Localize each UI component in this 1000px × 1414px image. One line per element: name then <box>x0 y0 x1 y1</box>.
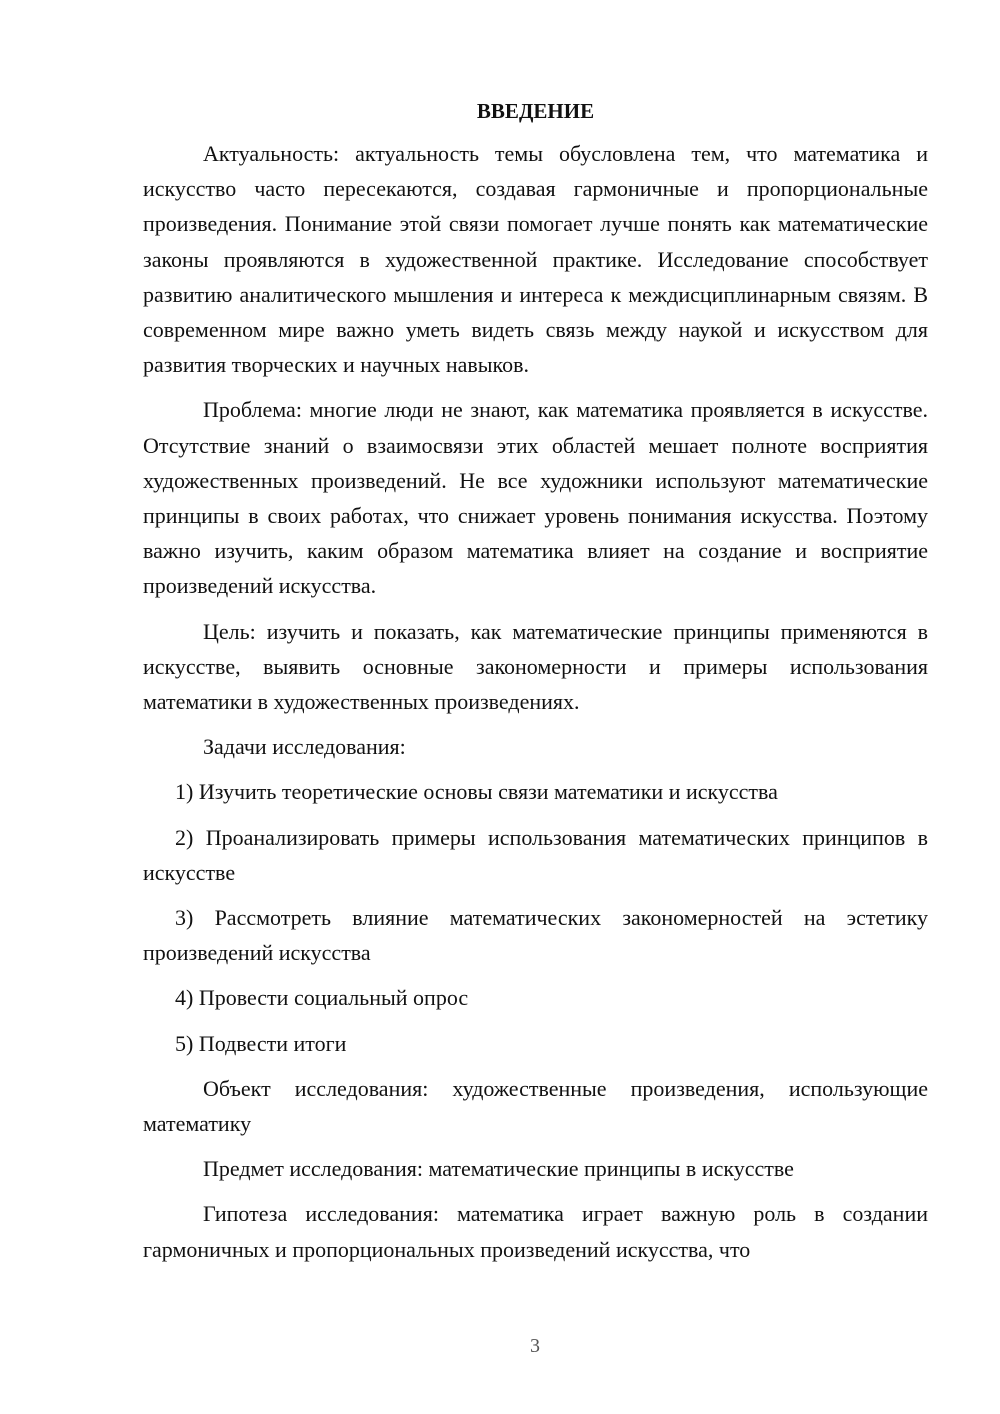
paragraph-object: Объект исследования: художественные произведения, использующие математику <box>143 1075 928 1137</box>
document-body <box>143 96 928 1267</box>
paragraph-problem: Проблема: многие люди не знают, как математика проявляется в искусстве. Отсутствие знаний о взаимосвязи этих областей мешает полноте восприятия художественных произведений. Не все художники используют математические принципы в своих работах, что снижает уровень понимания искусства. Поэтому важно изучить, каким образом математика влияет на создание и восприятие произведений искусства. <box>143 397 928 599</box>
page-number: 3 <box>530 1335 540 1357</box>
list-item-task-5: 5) Подвести итоги <box>175 1030 347 1056</box>
paragraph-hypothesis: Гипотеза исследования: математика играет важную роль в создании гармоничных и пропорциональных произведений искусства, что <box>143 1201 928 1262</box>
list-item-task-4: 4) Провести социальный опрос <box>175 985 469 1011</box>
list-item-task-1: 1) Изучить теоретические основы связи математики и искусства <box>175 779 778 805</box>
paragraph-goal: Цель: изучить и показать, как математические принципы применяются в искусстве, выявить основные закономерности и примеры использования математики в художественных произведениях. <box>143 618 928 715</box>
paragraph-subject: Предмет исследования: математические принципы в искусстве <box>203 1156 794 1182</box>
list-item-task-2: 2) Проанализировать примеры использования математических принципов в искусстве <box>143 824 928 885</box>
paragraph-tasks-heading: Задачи исследования: <box>203 734 406 760</box>
list-item-task-3: 3) Рассмотреть влияние математических закономерностей на эстетику произведений искусства <box>143 905 928 966</box>
section-title: ВВЕДЕНИЕ <box>476 99 595 123</box>
paragraph-relevance: Актуальность: актуальность темы обусловлена тем, что математика и искусство часто пересекаются, создавая гармоничные и пропорциональные произведения. Понимание этой связи помогает лучше понять как математические законы проявляются в художественной практике. Исследование способствует развитию аналитического мышления и интереса к междисциплинарным связям. В современном мире важно уметь видеть связь между наукой и искусством для развития творческих и научных навыков. <box>143 141 928 378</box>
